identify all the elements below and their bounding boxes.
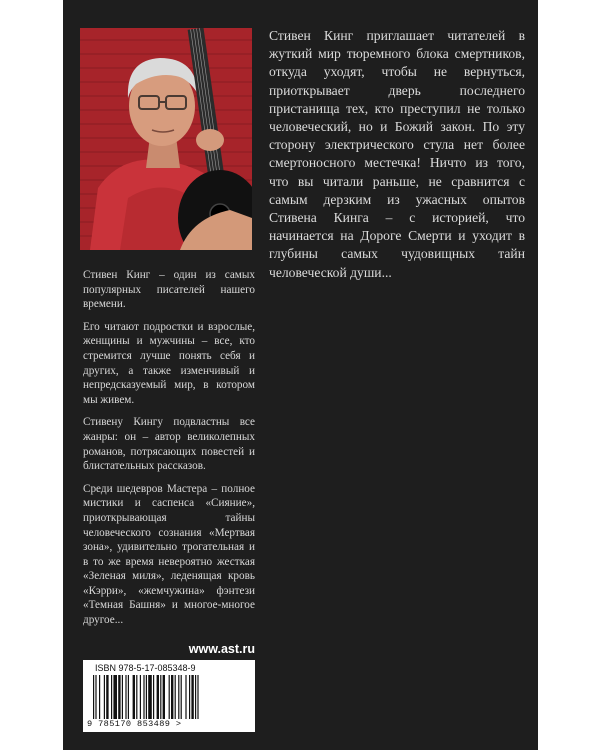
author-bio	[83, 268, 255, 636]
book-back-cover	[63, 0, 538, 750]
author-photo-illustration	[80, 28, 252, 250]
book-blurb	[269, 27, 525, 282]
author-photo	[80, 28, 252, 250]
isbn-number: ISBN 978-5-17-085348-9	[95, 663, 196, 673]
barcode-label	[83, 660, 255, 732]
barcode-bars	[93, 675, 245, 719]
bio-paragraph: Стивену Кингу подвластны все жанры: он – автор великолепных романов, потрясающих повестей и блистательных рассказов.	[83, 416, 255, 473]
blurb-paragraph: Стивен Кинг приглашает читателей в жуткий мир тюремного блока смертников, откуда уходят, чтобы не вернуться, приоткрывает дверь последнего пристанища тех, кто преступил не только человеческий, но и Божий закон. По эту сторону электрического стула нет более смертоносного местечка! Ничто из того, что вы читали раньше, не сравнится с самым дерзким из ужасных опытов Стивена Кинга – с историей, что начинается на Дороге Смерти и уходит в глубины самых чудовищных тайн человеческой души...	[269, 28, 525, 280]
bio-paragraph: Среди шедевров Мастера – полное мистики и саспенса «Сияние», приоткрывающая тайны человеческого сознания «Мертвая зона», удивительно трогательная и в то же время невероятно жесткая «Зеленая миля», леденящая кровь «Кэрри», «жемчужина» фэнтези «Темная Башня» и многое-многое другое...	[83, 482, 255, 627]
barcode-digits: 9 785170 853489 >	[87, 719, 182, 729]
bio-paragraph: Его читают подростки и взрослые, женщины и мужчины – все, кто стремится лучше понять себя и других, а также изменчивый и непредсказуемый мир, в котором мы живем.	[83, 320, 255, 406]
bio-paragraph: Стивен Кинг – один из самых популярных писателей нашего времени.	[83, 269, 255, 311]
publisher-website: www.ast.ru	[188, 642, 255, 656]
